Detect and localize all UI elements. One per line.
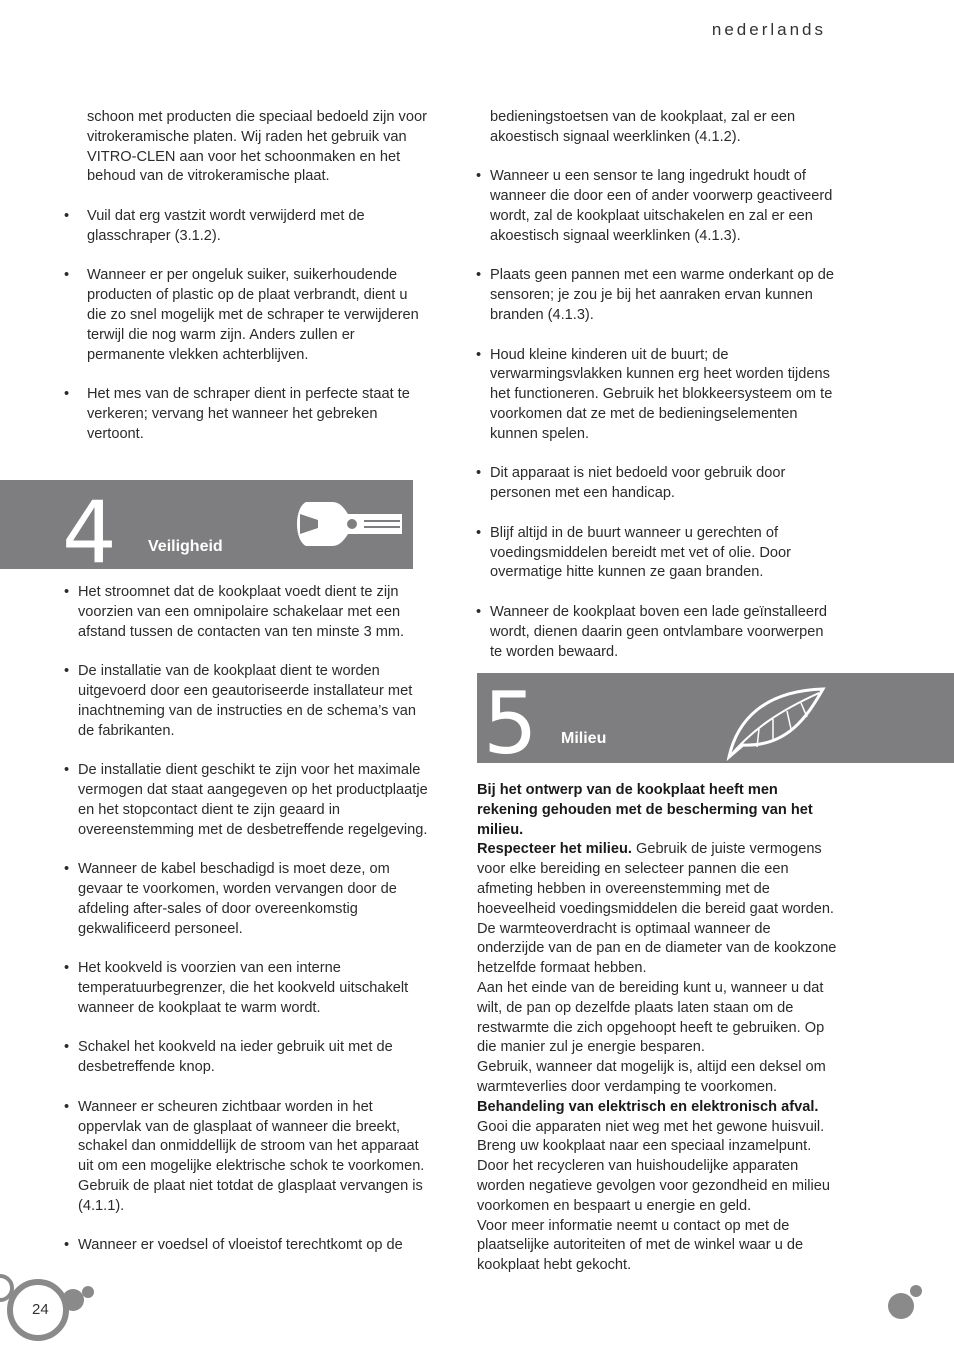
list-item: • Wanneer er voedsel of vloeistof terechtkomt op de	[78, 1236, 430, 1256]
page-number: 24	[32, 1301, 49, 1318]
corner-dots-decoration	[884, 1282, 928, 1322]
list-item: • De installatie dient geschikt te zijn voor het maximale vermogen dat staat aangegeven op het productplaatje en het stopcontact dient te zijn geaard in overeenstemming met de desbetreffende regelgeving.	[78, 761, 430, 840]
list-item: • Wanneer er scheuren zichtbaar worden in het oppervlak van de glasplaat of wanneer die breekt, schakel dan onmiddellijk de stroom van het apparaat uit om een mogelijke elektrische schok te voorkomen. Gebruik de plaat niet totdat de glasplaat vervangen is (4.1.1).	[78, 1098, 430, 1217]
environment-section	[477, 781, 837, 1276]
list-item: • Wanneer de kabel beschadigd is moet deze, om gevaar te voorkomen, worden vervangen door de afdeling after-sales of door overeenkomstig gekwalificeerd personeel.	[78, 860, 430, 939]
list-item: • Blijf altijd in de buurt wanneer u gerechten of voedingsmiddelen bereidt met vet of olie. Door overmatige hitte kunnen ze gaan branden.	[490, 524, 835, 583]
list-item: • Plaats geen pannen met een warme onderkant op de sensoren; je zou je bij het aanraken ervan kunnen branden (4.1.3).	[490, 266, 835, 325]
section-title: Milieu	[561, 730, 607, 747]
continuation-text: schoon met producten die speciaal bedoeld zijn voor vitrokeramische platen. Wij raden het gebruik van VITRO-CLEN aan voor het schoonmaken en het behoud van de vitrokeramische plaat.	[87, 109, 427, 185]
cleaning-list	[87, 207, 427, 445]
page-number-circle-decoration	[0, 1262, 110, 1354]
respect-paragraph	[477, 840, 837, 979]
section-number: 4	[62, 483, 117, 583]
list-item: • De installatie van de kookplaat dient te worden uitgevoerd door een geautoriseerde installateur met inachtneming van de instructies en de schema’s van de fabrikanten.	[78, 662, 430, 741]
safety-list	[78, 583, 430, 1256]
list-item: • Het mes van de schraper dient in perfecte staat te verkeren; vervang het wanneer het gebreken vertoont.	[87, 385, 427, 444]
wrench-icon	[292, 494, 404, 554]
residual-heat-paragraph: Aan het einde van de bereiding kunt u, wanneer u dat wilt, de pan op dezelfde plaats laten staan om de restwarmte die zich opgehoopt heeft te gebruiken. Op die manier zul je energie besparen.	[477, 979, 825, 1056]
section-number: 5	[483, 674, 538, 774]
section-title: Veiligheid	[148, 538, 223, 555]
list-item: • Het kookveld is voorzien van een interne temperatuurbegrenzer, die het kookveld uitschakelt wanneer de kookplaat te warm wordt.	[78, 959, 430, 1018]
list-item: • Wanneer u een sensor te lang ingedrukt houdt of wanneer die door een of ander voorwerp geactiveerd wordt, zal de kookplaat uitschakelen en zal er een akoestisch signaal weerklinken (4.1.3).	[490, 167, 835, 246]
respect-heading: Respecteer het milieu.	[477, 841, 632, 858]
environment-intro: Bij het ontwerp van de kookplaat heeft men rekening gehouden met de bescherming van het milieu.	[477, 782, 813, 838]
list-item: • Vuil dat erg vastzit wordt verwijderd met de glasschraper (3.1.2).	[87, 207, 427, 247]
respect-text: Gebruik de juiste vermogens voor elke bereiding en selecteer pannen die een afmeting hebben in overeenstemming met de hoeveelheid voedingsmiddelen die bereid gaat worden. De warmteoverdracht is optimaal wanneer de onderzijde van de pan en de diameter van de kookzone hetzelfde formaat hebben.	[477, 841, 837, 977]
list-item: • Het stroomnet dat de kookplaat voedt dient te zijn voorzien van een omnipolaire schakelaar met een afstand tussen de contacten van ten minste 3 mm.	[78, 583, 430, 642]
safety-list-continued	[490, 167, 835, 662]
list-item: • Dit apparaat is niet bedoeld voor gebruik door personen met een handicap.	[490, 464, 835, 504]
list-item: • Wanneer er per ongeluk suiker, suikerhoudende producten of plastic op de plaat verbrandt, dient u die zo snel mogelijk met de schraper te verwijderen terwijl die nog warm zijn. Anders zullen er permanente vlekken achterblijven.	[87, 266, 427, 365]
list-item: • Schakel het kookveld na ieder gebruik uit met de desbetreffende knop.	[78, 1038, 430, 1078]
right-column-top	[490, 108, 835, 682]
waste-heading: Behandeling van elektrisch en elektronisch afval.	[477, 1098, 819, 1115]
contact-paragraph: Voor meer informatie neemt u contact op met de plaatselijke autoriteiten of met de winkel waar u de kookplaat hebt gekocht.	[477, 1217, 804, 1274]
language-label: nederlands	[711, 20, 826, 39]
list-item: • Wanneer de kookplaat boven een lade geïnstalleerd wordt, dienen daarin geen ontvlambare voorwerpen te worden bewaard.	[490, 603, 835, 662]
lid-paragraph: Gebruik, wanneer dat mogelijk is, altijd een deksel om warmteverlies door verdamping te voorkomen.	[477, 1059, 826, 1095]
continuation-text: bedieningstoetsen van de kookplaat, zal er een akoestisch signaal weerklinken (4.1.2).	[490, 109, 796, 145]
left-column-bottom	[78, 583, 430, 1276]
section-5-header	[477, 673, 954, 774]
section-4-header	[0, 480, 413, 583]
waste-paragraph: Gooi die apparaten niet weg met het gewone huisvuil. Breng uw kookplaat naar een speciaal inzamelpunt. Door het recycleren van huishoudelijke apparaten worden negatieve gevolgen voor gezondheid en milieu voorkomen en bespaart u energie en geld.	[477, 1118, 830, 1214]
leaf-icon	[723, 681, 827, 761]
left-column-top	[87, 108, 427, 464]
list-item: • Houd kleine kinderen uit de buurt; de verwarmingsvlakken kunnen erg heet worden tijdens het functioneren. Gebruik het blokkeersysteem om te voorkomen dat ze met de bedieningselementen kunnen spelen.	[490, 346, 835, 445]
